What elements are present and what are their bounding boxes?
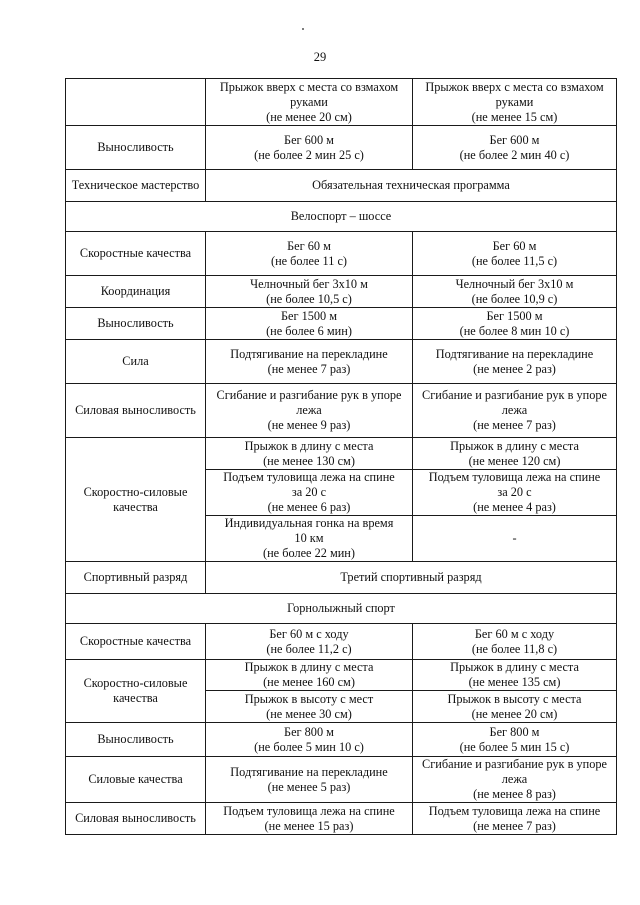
norm-cell-col3-line: Прыжок в высоту с места [447,691,582,706]
quality-label: Скоростно-силовые качества [66,438,206,562]
quality-label: Скоростные качества [66,232,206,276]
norm-cell-col2-line: Подъем туловища лежа на спине [223,803,395,818]
norm-cell-col2 [206,340,413,384]
norm-cell-col3 [413,276,617,308]
norm-cell-col2-line: 10 км [294,531,324,545]
norm-cell-col2-line: Прыжок в длину с места [244,438,374,453]
norm-cell-col3 [413,660,617,691]
norm-cell-col3-line: руками [495,94,534,109]
norm-cell-col3-line: Прыжок в длину с места [450,660,579,674]
norm-cell-col3-line: Бег 1500 м [486,308,543,323]
norm-cell-col2-line: (не более 6 мин) [266,323,352,338]
norm-cell-col3-line: (не более 5 мин 15 с) [459,739,570,754]
table-row [66,803,617,835]
table-row [66,232,617,276]
norm-cell-col2-line: Бег 60 м с ходу [269,626,349,641]
norm-cell-col2-line: Бег 1500 м [280,308,338,323]
quality-label: Выносливость [66,126,206,170]
norm-cell-col2 [206,126,413,170]
norm-cell-col2-line: (не более 11 с) [270,253,348,268]
norm-cell-col2-line: Бег 800 м [284,724,334,739]
norm-cell-col2 [206,723,413,757]
table-row [66,170,617,202]
norm-cell-col3-line: (не менее 120 см) [468,453,561,468]
norm-cell-col3-line: (не менее 2 раз) [473,361,556,376]
table-row [66,340,617,384]
norm-cell-col2-line: Прыжок в длину с места [244,660,374,674]
norm-cell-col3-line: - [512,531,517,545]
page-number: 29 [313,50,327,64]
norm-cell-col3-line: (не более 8 мин 10 с) [459,323,570,338]
norm-cell-col3-line: Подтягивание на перекладине [435,346,594,361]
norm-cell-col3 [413,723,617,757]
norm-cell-col2-line: (не более 2 мин 25 с) [254,147,364,162]
norm-cell-col3-line: (не менее 15 см) [471,109,558,124]
norm-cell-col2-line: (не менее 9 раз) [267,418,351,432]
norm-cell-col3-line: (не более 11,8 с) [471,641,558,656]
norm-cell-col2-line: (не более 22 мин) [263,546,355,560]
norm-cell-col3-line: Бег 600 м [489,132,540,147]
norm-cell-col3-line: (не менее 7 раз) [473,818,556,833]
norm-cell-col3 [413,438,617,470]
norm-cell-col2-line: Прыжок вверх с места со взмахом [219,79,399,94]
norm-cell-col3-line: лежа [501,772,528,786]
norm-cell-col3 [413,803,617,835]
table-row [66,384,617,438]
table-row [66,438,617,470]
norm-cell-col3-line: (не менее 7 раз) [473,418,556,432]
table-row [66,660,617,691]
section-row [66,594,617,624]
norm-cell-col2 [206,308,413,340]
norm-cell-col2-line: Индивидуальная гонка на время [224,516,394,530]
norm-cell-col3 [413,308,617,340]
norm-cell-col2-line: (не менее 30 см) [266,706,352,721]
norm-cell-col2 [206,438,413,470]
norm-cell-col2-line: Подтягивание на перекладине [230,346,388,361]
norm-cell-col3-line: Подъем туловища лежа на спине [428,803,601,818]
norm-cell-col2-line: (не менее 5 раз) [267,779,351,794]
table-row [66,757,617,803]
norm-cell-col2 [206,470,413,516]
norm-cell-col2-line: руками [290,94,328,109]
quality-label: Координация [66,276,206,308]
table-row [66,723,617,757]
quality-label: Силовая выносливость [66,384,206,438]
norm-cell-col2-line: Челночный бег 3х10 м [250,276,368,291]
norm-cell-col3 [413,340,617,384]
norm-cell-col3-line: (не менее 20 см) [471,706,558,721]
norm-cell-col2-line: (не более 5 мин 10 с) [254,739,364,754]
table-row [66,562,617,594]
norm-cell-col2 [206,79,413,126]
norm-cell-col3 [413,516,617,562]
table-row [66,624,617,660]
norm-cell-col3-line: Бег 60 м [492,238,537,253]
norm-cell-col3-line: Бег 800 м [489,724,540,739]
norm-cell-col3-line: лежа [501,403,528,417]
norm-cell-col2-line: Подтягивание на перекладине [230,764,388,779]
norm-cell-col3-line: (не менее 135 см) [468,675,561,689]
spanning-norm-cell: Обязательная техническая программа [206,170,617,202]
norms-table [65,78,617,835]
section-row [66,202,617,232]
table-row [66,126,617,170]
section-heading: Горнолыжный спорт [66,594,617,624]
norm-cell-col3-line: Подъем туловища лежа на спине [428,470,601,484]
norm-cell-col3 [413,691,617,723]
norm-cell-col2-line: (не менее 160 см) [263,675,355,689]
norm-cell-col2-line: Бег 600 м [284,132,334,147]
norm-cell-col2 [206,232,413,276]
norm-cell-col2 [206,384,413,438]
norm-cell-col3 [413,126,617,170]
norm-cell-col2-line: Прыжок в высоту с мест [244,691,374,706]
norm-cell-col3-line: Прыжок вверх с места со взмахом [425,79,604,94]
spanning-norm-cell: Третий спортивный разряд [206,562,617,594]
norm-cell-col2-line: (не менее 7 раз) [267,361,351,376]
norm-cell-col3 [413,384,617,438]
norm-cell-col2-line: Бег 60 м [287,238,331,253]
norm-cell-col2-line: (не менее 6 раз) [267,500,351,514]
quality-label: Сила [66,340,206,384]
norm-cell-col3-line: (не менее 8 раз) [473,787,556,801]
norm-cell-col2-line: (не менее 20 см) [266,109,352,124]
section-heading: Велоспорт – шоссе [66,202,617,232]
quality-label: Выносливость [66,308,206,340]
norm-cell-col2-line: Сгибание и разгибание рук в упоре [216,388,402,402]
norm-cell-col3 [413,232,617,276]
norm-cell-col3 [413,79,617,126]
table-row [66,308,617,340]
norm-cell-col2-line: за 20 с [291,485,327,499]
table-row [66,276,617,308]
norm-cell-col3 [413,757,617,803]
norm-cell-col2 [206,516,413,562]
quality-label: Силовые качества [66,757,206,803]
norm-cell-col3-line: Челночный бег 3х10 м [455,276,574,291]
quality-label: Скоростно-силовые качества [66,660,206,723]
norm-cell-col3-line: (не менее 4 раз) [473,500,556,514]
quality-label: Спортивный разряд [66,562,206,594]
norm-cell-col2 [206,276,413,308]
quality-label: Техническое мастерство [66,170,206,202]
scan-speck [302,28,304,30]
norm-cell-col2 [206,660,413,691]
norm-cell-col3-line: (не более 11,5 с) [471,253,558,268]
norm-cell-col2-line: лежа [296,403,322,417]
norm-cell-col2-line: Подъем туловища лежа на спине [223,470,395,484]
norm-cell-col2 [206,803,413,835]
quality-label: Скоростные качества [66,624,206,660]
norm-cell-col2 [206,624,413,660]
norm-cell-col3 [413,624,617,660]
norm-cell-col3-line: Бег 60 м с ходу [474,626,555,641]
norm-cell-col3-line: за 20 с [497,485,532,499]
norm-cell-col2 [206,691,413,723]
norm-cell-col3-line: Сгибание и разгибание рук в упоре [422,757,607,771]
norm-cell-col2 [206,757,413,803]
norm-cell-col3-line: (не более 2 мин 40 с) [459,147,570,162]
quality-label: Выносливость [66,723,206,757]
quality-label [66,79,206,126]
table-row [66,79,617,126]
norm-cell-col3-line: Прыжок в длину с места [450,438,579,453]
norm-cell-col3-line: Сгибание и разгибание рук в упоре [422,388,607,402]
norm-cell-col2-line: (не менее 15 раз) [264,818,354,833]
quality-label: Силовая выносливость [66,803,206,835]
norm-cell-col2-line: (не менее 130 см) [263,453,355,468]
norm-cell-col2-line: (не более 11,2 с) [266,641,352,656]
norm-cell-col3 [413,470,617,516]
norm-cell-col3-line: (не более 10,9 с) [471,291,558,306]
norm-cell-col2-line: (не более 10,5 с) [266,291,352,306]
